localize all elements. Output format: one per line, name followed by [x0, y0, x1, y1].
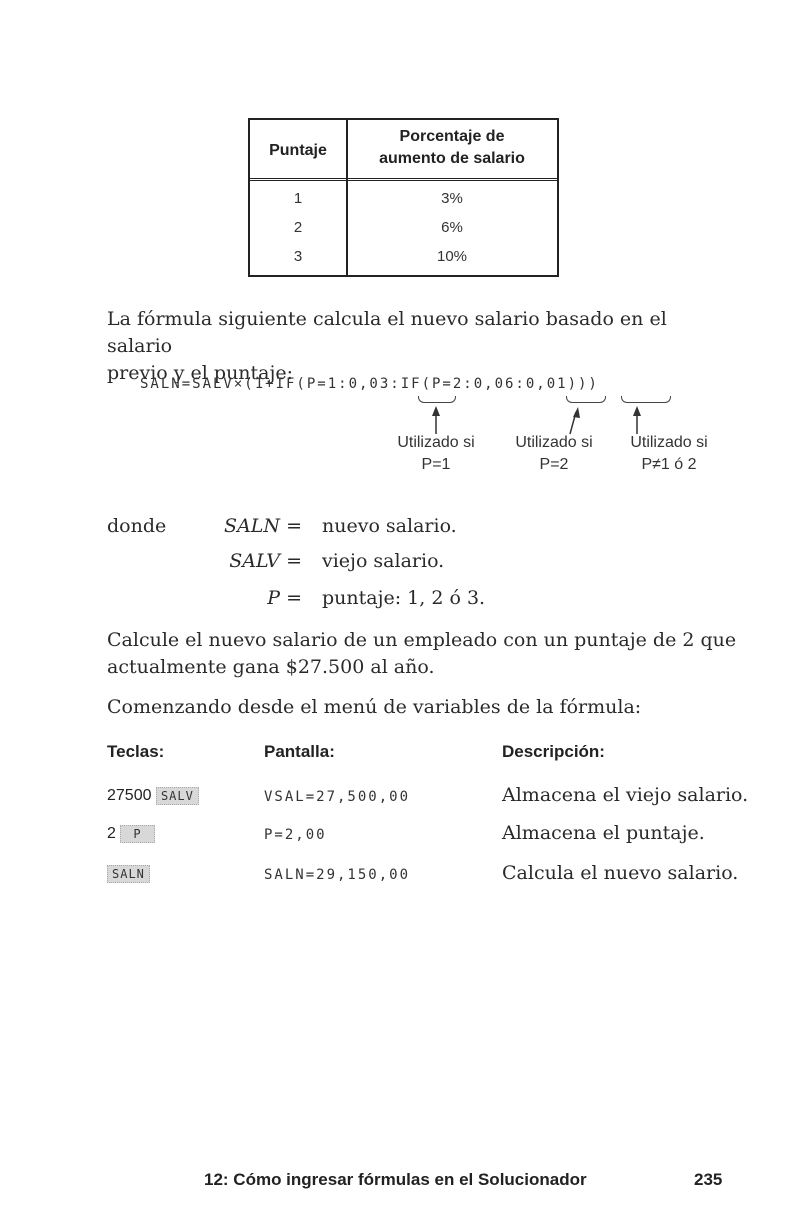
table-header-percent	[347, 126, 557, 170]
table-header-percent-line1: Porcentaje de	[399, 128, 505, 145]
step-display: P=2,00	[264, 827, 327, 843]
table-cell-score: 3	[293, 248, 303, 265]
definition-desc: puntaje: 1, 2 ó 3.	[322, 587, 486, 609]
problem-line: actualmente gana $27.500 al año.	[107, 656, 435, 678]
step-input: 2	[107, 825, 116, 842]
problem-paragraph	[107, 627, 747, 681]
score-table	[248, 118, 559, 277]
step-keys	[107, 787, 199, 805]
arrow-up-icon	[570, 407, 580, 434]
annotation-line1: Utilizado si	[397, 434, 475, 451]
brace-p1	[418, 396, 456, 403]
arrow-up-icon	[432, 406, 440, 434]
page-number: 235	[694, 1170, 723, 1189]
brace-p2	[566, 396, 606, 403]
step-description: Almacena el puntaje.	[502, 822, 705, 844]
table-header-percent-line2: aumento de salario	[379, 150, 525, 167]
annotation-line2: P≠1 ó 2	[641, 456, 697, 473]
formula: SALN=SALV×(1+IF(P=1:0,03:IF(P=2:0,06:0,01)))	[140, 376, 599, 392]
arrow-up-icon	[633, 406, 641, 434]
step-description: Calcula el nuevo salario.	[502, 862, 739, 884]
step-keys	[107, 825, 155, 843]
step-description: Almacena el viejo salario.	[502, 784, 749, 806]
annotation-p1	[386, 432, 486, 476]
table-cell-percent: 3%	[441, 190, 463, 207]
column-keys: Teclas:	[107, 742, 165, 761]
annotation-line2: P=1	[421, 456, 451, 473]
table-header-rule	[250, 178, 557, 181]
step-keys	[107, 865, 150, 883]
table-header-score: Puntaje	[269, 142, 327, 159]
equals-sign: =	[286, 515, 302, 537]
annotation-line2: P=2	[539, 456, 569, 473]
annotation-p2	[504, 432, 604, 476]
equals-sign: =	[286, 550, 302, 572]
step-display: VSAL=27,500,00	[264, 789, 411, 805]
table-cell-score: 1	[293, 190, 303, 207]
intro-paragraph	[107, 306, 727, 387]
brace-other	[621, 396, 671, 403]
column-display: Pantalla:	[264, 742, 335, 761]
definition-var	[222, 513, 302, 540]
step-display: SALN=29,150,00	[264, 867, 411, 883]
var-name: SALV	[229, 550, 281, 572]
menu-key-salv[interactable]: SALV	[156, 787, 199, 805]
footer-title: 12: Cómo ingresar fórmulas en el Solucionador	[204, 1170, 587, 1189]
intro-line: La fórmula siguiente calcula el nuevo salario basado en el salario	[107, 308, 667, 357]
definition-desc: nuevo salario.	[322, 515, 457, 537]
problem-line: Calcule el nuevo salario de un empleado con un puntaje de 2 que	[107, 629, 737, 651]
table-cell-percent: 10%	[436, 248, 468, 265]
menu-key-saln[interactable]: SALN	[107, 865, 150, 883]
menu-key-p[interactable]: P	[120, 825, 154, 843]
step-input: 27500	[107, 787, 152, 804]
annotation-line1: Utilizado si	[515, 434, 593, 451]
table-cell-percent: 6%	[441, 219, 463, 236]
definition-var	[222, 585, 302, 612]
definition-var	[222, 548, 302, 575]
var-name: P	[267, 587, 281, 609]
start-text: Comenzando desde el menú de variables de la fórmula:	[107, 696, 642, 718]
column-description: Descripción:	[502, 742, 605, 761]
annotation-line1: Utilizado si	[630, 434, 708, 451]
var-name: SALN	[224, 515, 281, 537]
equals-sign: =	[286, 587, 302, 609]
table-cell-score: 2	[293, 219, 303, 236]
definition-desc: viejo salario.	[322, 550, 445, 572]
intro-line: previo y el puntaje:	[107, 362, 294, 384]
annotation-other	[619, 432, 719, 476]
where-label: donde	[107, 515, 167, 537]
